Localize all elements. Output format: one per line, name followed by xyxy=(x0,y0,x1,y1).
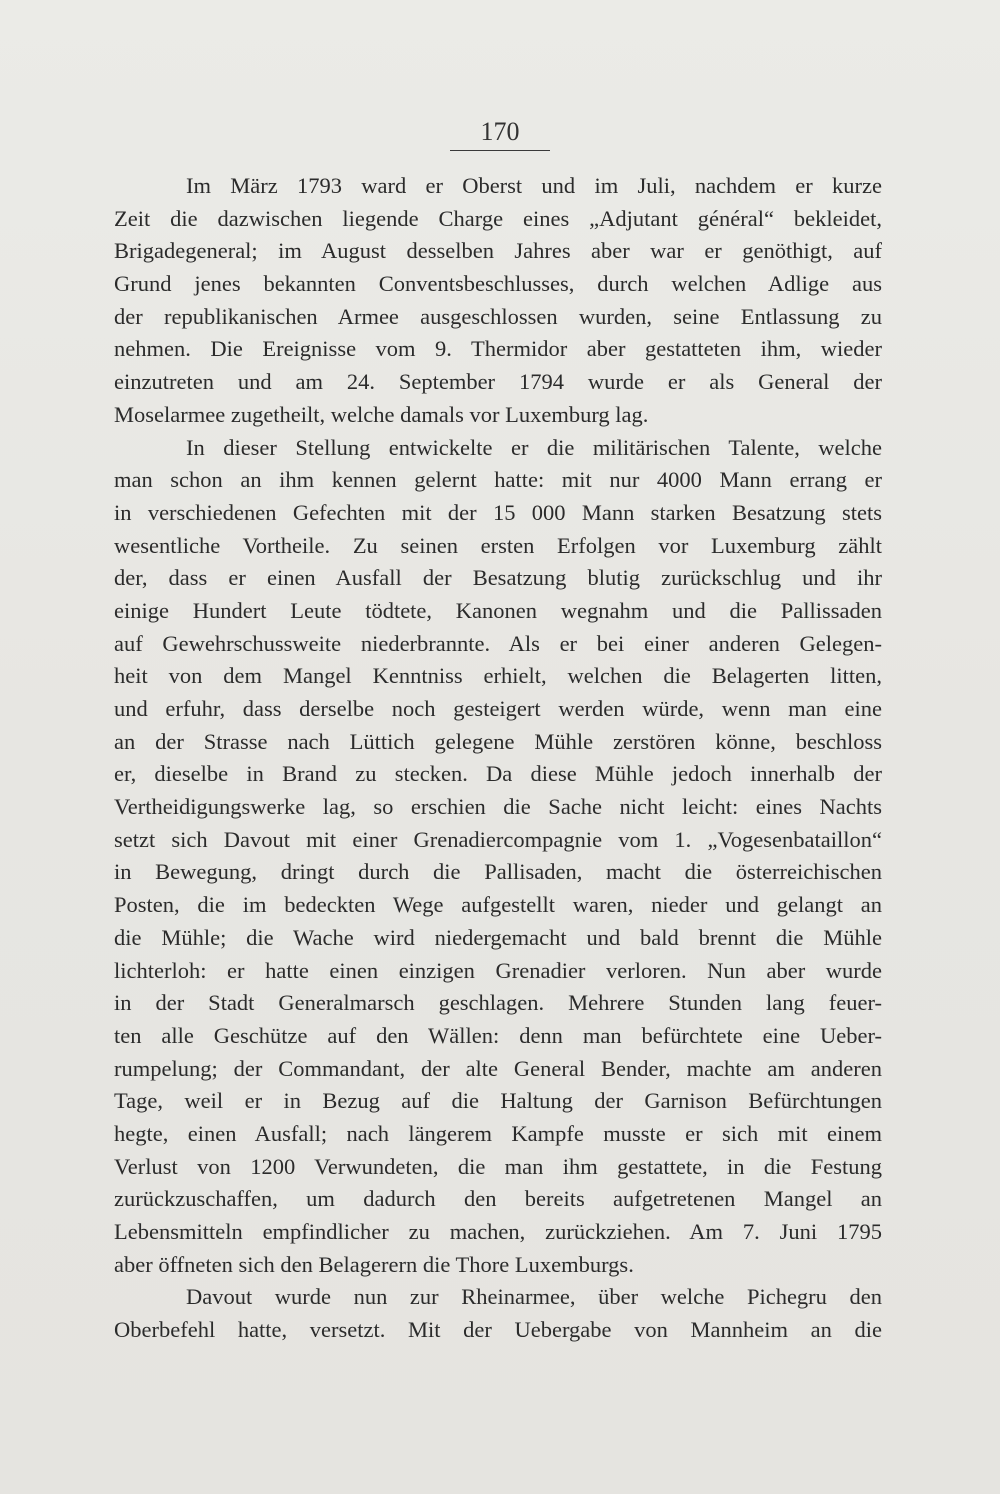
page-header xyxy=(450,116,550,151)
text-line: Vertheidigungswerke lag, so erschien die Sache nicht leicht: eines Nachts xyxy=(114,794,882,820)
text-line: setzt sich Davout mit einer Grenadiercompagnie vom 1. „Vogesenbataillon“ xyxy=(114,826,882,852)
text-line: und erfuhr, dass derselbe noch gesteigert werden würde, wenn man eine xyxy=(114,696,882,721)
text-line: man schon an ihm kennen gelernt hatte: mit nur 4000 Mann errang er xyxy=(114,467,882,493)
text-line: zurückzuschaffen, um dadurch den bereits aufgetretenen Mangel an xyxy=(114,1186,882,1212)
paragraph xyxy=(114,1281,882,1346)
text-line: ten alle Geschütze auf den Wällen: denn man befürchtete eine Ueber- xyxy=(114,1022,882,1048)
text-line: die Mühle; die Wache wird niedergemacht und bald brennt die Mühle xyxy=(114,924,882,950)
text-line: an der Strasse nach Lüttich gelegene Mühle zerstören könne, beschloss xyxy=(114,728,882,754)
text-line: in Bewegung, dringt durch die Pallisaden, macht die österreichischen xyxy=(114,859,882,885)
text-line: in verschiedenen Gefechten mit der 15 000 Mann starken Besatzung stets xyxy=(114,499,882,525)
text-line: rumpelung; der Commandant, der alte General Bender, machte am anderen xyxy=(114,1055,882,1081)
text-line: Im März 1793 ward er Oberst und im Juli, nachdem er kurze xyxy=(186,173,882,198)
text-line: Grund jenes bekannten Conventsbeschlusses, durch welchen Adlige aus xyxy=(114,271,882,297)
text-line: einzutreten und am 24. September 1794 wurde er als General der xyxy=(114,369,882,395)
text-line: Tage, weil er in Bezug auf die Haltung der Garnison Befürchtungen xyxy=(114,1088,882,1114)
body-text xyxy=(114,170,882,1347)
text-line: lichterloh: er hatte einen einzigen Grenadier verloren. Nun aber wurde xyxy=(114,957,882,983)
text-line: Oberbefehl hatte, versetzt. Mit der Uebergabe von Mannheim an die xyxy=(114,1317,882,1343)
text-line: Verlust von 1200 Verwundeten, die man ihm gestattete, in die Festung xyxy=(114,1153,882,1179)
header-rule xyxy=(450,150,550,151)
text-line: In dieser Stellung entwickelte er die militärischen Talente, welche xyxy=(186,434,882,460)
text-line: Moselarmee zugetheilt, welche damals vor Luxemburg lag. xyxy=(114,401,649,427)
text-line: in der Stadt Generalmarsch geschlagen. Mehrere Stunden lang feuer- xyxy=(114,990,882,1016)
text-line: wesentliche Vortheile. Zu seinen ersten Erfolgen vor Luxemburg zählt xyxy=(114,532,882,558)
text-line: Zeit die dazwischen liegende Charge eines „Adjutant général“ bekleidet, xyxy=(114,205,882,231)
text-line: einige Hundert Leute tödtete, Kanonen wegnahm und die Pallissaden xyxy=(114,597,882,623)
text-line: Lebensmitteln empfindlicher zu machen, zurückziehen. Am 7. Juni 1795 xyxy=(114,1219,882,1244)
text-line: nehmen. Die Ereignisse vom 9. Thermidor aber gestatteten ihm, wieder xyxy=(114,336,882,362)
text-line: der republikanischen Armee ausgeschlossen wurden, seine Entlassung zu xyxy=(114,303,882,329)
text-line: Posten, die im bedeckten Wege aufgestellt waren, nieder und gelangt an xyxy=(114,892,882,918)
text-line: er, dieselbe in Brand zu stecken. Da diese Mühle jedoch innerhalb der xyxy=(114,761,882,787)
text-line: aber öffneten sich den Belagerern die Thore Luxemburgs. xyxy=(114,1251,634,1277)
page-number: 170 xyxy=(480,117,520,146)
paragraph xyxy=(114,170,882,432)
text-line: der, dass er einen Ausfall der Besatzung blutig zurückschlug und ihr xyxy=(114,565,882,591)
text-line: Brigadegeneral; im August desselben Jahres aber war er genöthigt, auf xyxy=(114,238,882,264)
paragraph xyxy=(114,432,882,1282)
text-line: hegte, einen Ausfall; nach längerem Kampfe musste er sich mit einem xyxy=(114,1120,882,1146)
text-line: auf Gewehrschussweite niederbrannte. Als er bei einer anderen Gelegen- xyxy=(114,630,882,656)
text-line: Davout wurde nun zur Rheinarmee, über welche Pichegru den xyxy=(186,1284,882,1310)
text-line: heit von dem Mangel Kenntniss erhielt, welchen die Belagerten litten, xyxy=(114,663,882,689)
